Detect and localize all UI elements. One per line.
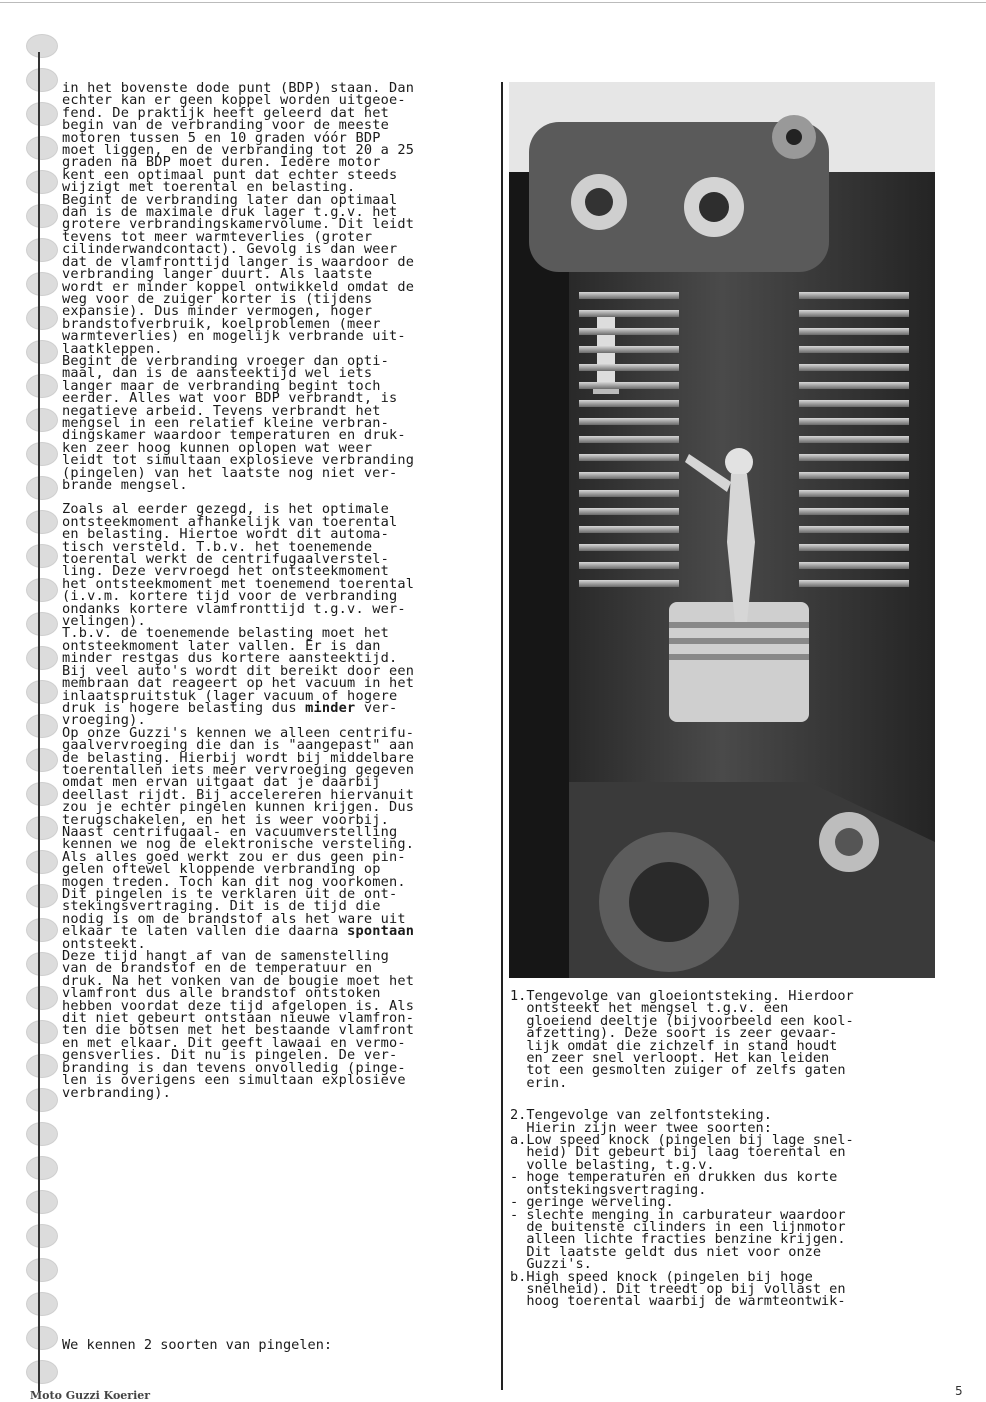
- text-line: minder restgas dus kortere aansteektijd.: [62, 650, 398, 667]
- closing-sentence: We kennen 2 soorten van pingelen:: [62, 1337, 333, 1353]
- text-line: - geringe werveling.: [510, 1194, 674, 1211]
- text-line: de belasting. Hierbij wordt bij middelbare: [62, 749, 415, 766]
- text-line: snelheid). Dit treedt op bij vollast en: [510, 1280, 846, 1297]
- numbered-item-self-ignition: [510, 1109, 942, 1308]
- cooling-fin: [799, 292, 909, 299]
- text-line: negatieve arbeid. Tevens verbrandt het: [62, 402, 381, 419]
- binding-ring: [26, 102, 58, 126]
- cooling-fin: [579, 472, 679, 479]
- text-line: heid) Dit gebeurt bij laag toerental en: [510, 1144, 846, 1161]
- text-line: wijzigt met toerental en belasting.: [62, 179, 356, 196]
- text-line: 2.Tengevolge van zelfontsteking.: [510, 1107, 772, 1124]
- binding-ring: [26, 714, 58, 738]
- text-line: Guzzi's.: [510, 1256, 592, 1273]
- binding-ring: [26, 816, 58, 840]
- text-line: moet liggen, en de verbranding tot 20 a 25: [62, 142, 415, 159]
- text-line: nodig is om de brandstof als het ware uit: [62, 910, 406, 927]
- text-line: brandstofverbruik, koelproblemen (meer: [62, 315, 381, 332]
- cooling-fin: [579, 292, 679, 299]
- binding-ring: [26, 204, 58, 228]
- cooling-fin: [579, 328, 679, 335]
- text-line: toerentallen iets meer vervroeging gegeven: [62, 761, 415, 778]
- text-line: de buitenste cilinders in een lijnmotor: [510, 1218, 846, 1235]
- text-line: Op onze Guzzi's kennen we alleen centrifu-: [62, 724, 415, 741]
- binding-ring: [26, 306, 58, 330]
- text-line: druk. Na het vonken van de bougie moet het: [62, 972, 415, 989]
- cooling-fin: [799, 310, 909, 317]
- cooling-fin: [799, 562, 909, 569]
- text-line: deellast rijdt. Bij accelereren hiervanuit: [62, 786, 415, 803]
- cooling-fin: [579, 382, 679, 389]
- text-line: - hoge temperaturen en drukken dus korte: [510, 1169, 838, 1186]
- cooling-fin: [579, 562, 679, 569]
- text-line: tevens tot meer warmteverlies (groter: [62, 228, 373, 245]
- binding-ring: [26, 952, 58, 976]
- text-line: T.b.v. de toenemende belasting moet het: [62, 625, 389, 642]
- text-line: ontsteekt het mengsel t.g.v. een: [510, 1000, 789, 1017]
- cooling-fin: [799, 418, 909, 425]
- text-line: dan is de maximale druk lager t.g.v. het: [62, 204, 398, 221]
- text-line: fend. De praktijk heeft geleerd dat het: [62, 104, 389, 121]
- engine-cutaway-photo: [509, 82, 935, 978]
- text-line: ten die botsen met het bestaande vlamfront: [62, 1022, 415, 1039]
- cooling-fin: [799, 364, 909, 371]
- text-line: motoren tussen 5 en 10 graden vóór BDP: [62, 129, 381, 146]
- binding-ring: [26, 1054, 58, 1078]
- binding-ring: [26, 1360, 58, 1384]
- text-line: en belasting. Hiertoe wordt dit automa-: [62, 526, 389, 543]
- cooling-fin: [579, 508, 679, 515]
- binding-ring: [26, 476, 58, 500]
- text-line: Zoals al eerder gezegd, is het optimale: [62, 501, 389, 518]
- binding-ring: [26, 374, 58, 398]
- text-line: weg voor de zuiger korter is (tijdens: [62, 290, 373, 307]
- text-line: leidt tot simultaan explosieve verbranding: [62, 452, 415, 469]
- cooling-fin: [799, 580, 909, 587]
- binding-ring: [26, 1156, 58, 1180]
- cooling-fin: [579, 346, 679, 353]
- text-line: langer maar de verbranding begint toch: [62, 377, 381, 394]
- text-line: (i.v.m. kortere tijd voor de verbranding: [62, 588, 398, 605]
- text-line: laatkleppen.: [62, 340, 163, 357]
- text-line: expansie). Dus minder vermogen, hoger: [62, 303, 373, 320]
- binding-ring: [26, 1292, 58, 1316]
- binding-ring: [26, 68, 58, 92]
- text-line: branding is dan tevens onvolledig (pinge-: [62, 1059, 406, 1076]
- text-line: verbranding).: [62, 1084, 171, 1101]
- text-line: het ontsteekmoment met toenemend toerental: [62, 575, 415, 592]
- text-line: graden na BDP moet duren. Iedere motor: [62, 154, 381, 171]
- text-line: dingskamer waardoor temperaturen en druk-: [62, 427, 406, 444]
- text-line: Hierin zijn weer twee soorten:: [510, 1119, 772, 1136]
- binding-ring: [26, 782, 58, 806]
- binding-ring: [26, 408, 58, 432]
- binding-ring: [26, 340, 58, 364]
- cooling-fin: [799, 400, 909, 407]
- binding-ring: [26, 884, 58, 908]
- text-line: vroeging).: [62, 712, 146, 729]
- cooling-fin: [799, 472, 909, 479]
- right-text-column: [510, 990, 942, 1308]
- cooling-fin: [799, 382, 909, 389]
- cooling-fin: [799, 544, 909, 551]
- text-line: eerder. Alles wat voor BDP verbrandt, is: [62, 390, 398, 407]
- cooling-fin: [579, 436, 679, 443]
- text-line: mogen treden. Toch kan dit nog voorkomen.: [62, 873, 406, 890]
- text-line: membraan dat reageert op het vacuum in het: [62, 675, 415, 692]
- cooling-fin: [579, 400, 679, 407]
- column-divider: [501, 82, 503, 1390]
- text-line: a.Low speed knock (pingelen bij lage snel-: [510, 1132, 854, 1149]
- text-line: warmteverlies) en mogelijk verbrande uit-: [62, 328, 406, 345]
- binding-ring: [26, 986, 58, 1010]
- binding-ring: [26, 646, 58, 670]
- text-line: Dit pingelen is te verklaren uit de ont-: [62, 886, 398, 902]
- binding-ring: [26, 1020, 58, 1044]
- binding-ring: [26, 680, 58, 704]
- cooling-fin: [579, 418, 679, 425]
- text-line: ontstekingsvertraging.: [510, 1181, 707, 1198]
- binding-ring: [26, 578, 58, 602]
- text-line: - slechte menging in carburateur waardoor: [510, 1206, 846, 1223]
- text-line: ken zeer hoog kunnen oplopen wat weer: [62, 439, 373, 456]
- text-line: dat de vlamfronttijd langer is waardoor de: [62, 253, 415, 270]
- text-line: dit niet gebeurt ontstaan nieuwe vlamfron-: [62, 1010, 415, 1027]
- text-line: elkaar te laten vallen die daarna spontaan: [62, 923, 415, 940]
- binding-ring: [26, 1258, 58, 1282]
- binding-ring: [26, 1088, 58, 1112]
- text-line: ondanks kortere vlamfronttijd t.g.v. wer-: [62, 600, 406, 617]
- text-line: echter kan er geen koppel worden uitgeoe-: [62, 92, 406, 109]
- binding-ring: [26, 850, 58, 874]
- text-line: zou je echter pingelen kunnen krijgen. Dus: [62, 799, 415, 816]
- left-text-column: [62, 82, 494, 1099]
- binding-ring: [26, 442, 58, 466]
- text-line: hoog toerental waarbij de warmteontwik-: [510, 1293, 846, 1310]
- binding-ring: [26, 1224, 58, 1248]
- top-rule: [0, 2, 986, 3]
- text-line: kent een optimaal punt dat echter steeds: [62, 166, 398, 183]
- text-line: b.High speed knock (pingelen bij hoge: [510, 1268, 813, 1285]
- text-line: brande mengsel.: [62, 477, 188, 493]
- text-line: omdat men ervan uitgaat dat je daarbij: [62, 774, 381, 791]
- text-line: ontsteekmoment afhankelijk van toerental: [62, 513, 398, 530]
- binding-ring: [26, 238, 58, 262]
- text-line: hebben voordat deze tijd afgelopen is. Als: [62, 997, 415, 1014]
- text-line: ontsteekt.: [62, 935, 146, 952]
- binding-ring: [26, 1326, 58, 1350]
- text-line: Dit laatste geldt dus niet voor onze: [510, 1243, 821, 1260]
- text-line: alleen lichte fracties benzine krijgen.: [510, 1231, 846, 1248]
- text-line: gelen oftewel kloppende verbranding op: [62, 861, 381, 878]
- binding-margin-line: [38, 52, 40, 1392]
- text-line: volle belasting, t.g.v.: [510, 1156, 715, 1173]
- cooling-fin: [579, 490, 679, 497]
- text-line: tot een gesmolten zuiger of zelfs gaten: [510, 1062, 846, 1079]
- binding-ring: [26, 510, 58, 534]
- binding-ring: [26, 1190, 58, 1214]
- binding-ring: [26, 136, 58, 160]
- cooling-fin: [579, 580, 679, 587]
- text-line: len is overigens een simultaan explosieve: [62, 1072, 406, 1089]
- binding-ring: [26, 918, 58, 942]
- text-line: druk is hogere belasting dus minder ver-: [62, 699, 398, 716]
- text-line: gloeiend deeltje (bijvoorbeeld een kool-: [510, 1012, 854, 1029]
- text-line: Als alles goed werkt zou er dus geen pin-: [62, 848, 406, 865]
- engine-illustration: [509, 82, 935, 978]
- text-line: gensverlies. Dit nu is pingelen. De ver-: [62, 1047, 398, 1064]
- text-line: van de brandstof en de temperatuur en: [62, 960, 373, 977]
- text-line: velingen).: [62, 613, 146, 630]
- text-line: Naast centrifugaal- en vacuumverstelling: [62, 823, 398, 840]
- text-line: 1.Tengevolge van gloeiontsteking. Hierdoor: [510, 988, 854, 1004]
- binding-ring: [26, 170, 58, 194]
- text-line: mengsel in een relatief kleine verbran-: [62, 414, 389, 431]
- text-line: inlaatspruitstuk (lager vacuum of hogere: [62, 687, 398, 704]
- cooling-fin: [579, 454, 679, 461]
- cooling-fin: [799, 526, 909, 533]
- binding-ring: [26, 1122, 58, 1146]
- binding-ring: [26, 544, 58, 568]
- text-line: begin van de verbranding voor de meeste: [62, 117, 389, 134]
- text-line: gaalvervroeging die dan is "aangepast" aan: [62, 737, 415, 754]
- numbered-item-glow-ignition: [510, 990, 942, 1089]
- text-line: tisch versteld. T.b.v. het toenemende: [62, 538, 373, 555]
- text-line: ling. Deze vervroegd het ontsteekmoment: [62, 563, 389, 580]
- text-line: maal, dan is de aansteektijd wel iets: [62, 365, 373, 382]
- text-line: Deze tijd hangt af van de samenstelling: [62, 948, 389, 965]
- text-line: Begint de verbranding vroeger dan opti-: [62, 352, 389, 369]
- text-line: toerental werkt de centrifugaalverstel-: [62, 551, 389, 568]
- text-line: Begint de verbranding later dan optimaal: [62, 191, 398, 208]
- cooling-fin: [579, 544, 679, 551]
- cooling-fin: [799, 490, 909, 497]
- text-line: lijk omdat die zichzelf in stand houdt: [510, 1037, 838, 1054]
- cooling-fin: [579, 526, 679, 533]
- text-line: wordt er minder koppel ontwikkeld omdat de: [62, 278, 415, 295]
- text-line: cilinderwandcontact). Gevolg is dan weer: [62, 241, 398, 258]
- binding-ring: [26, 272, 58, 296]
- text-line: vlamfront dus alle brandstof ontstoken: [62, 985, 381, 1002]
- cooling-fin: [579, 310, 679, 317]
- binding-ring: [26, 612, 58, 636]
- binding-ring: [26, 34, 58, 58]
- binding-ring: [26, 748, 58, 772]
- text-line: en met elkaar. Dit geeft lawaai en vermo-: [62, 1034, 406, 1051]
- cooling-fin: [579, 364, 679, 371]
- text-line: (pingelen) van het laatste nog niet ver-: [62, 464, 398, 481]
- text-line: stekingsvertraging. Dit is de tijd die: [62, 898, 381, 915]
- text-line: afzetting). Deze soort is zeer gevaar-: [510, 1025, 838, 1042]
- magazine-footer: Moto Guzzi Koerier: [30, 1389, 151, 1402]
- text-line: erin.: [510, 1074, 568, 1091]
- text-line: Bij veel auto's wordt dit bereikt door een: [62, 662, 415, 679]
- text-line: grotere verbrandingskamervolume. Dit leidt: [62, 216, 415, 233]
- text-line: kennen we nog de elektronische versteling.: [62, 836, 415, 853]
- cooling-fin: [799, 436, 909, 443]
- cooling-fin: [799, 454, 909, 461]
- text-line: verbranding langer duurt. Als laatste: [62, 266, 373, 283]
- text-line: en zeer snel verloopt. Het kan leiden: [510, 1050, 830, 1067]
- text-line: ontsteekmoment later vallen. Er is dan: [62, 637, 381, 654]
- page-number: 5: [955, 1384, 963, 1398]
- text-line: terugschakelen, en het is weer voorbij.: [62, 811, 389, 828]
- text-line: in het bovenste dode punt (BDP) staan. Dan: [62, 80, 415, 96]
- cooling-fin: [799, 346, 909, 353]
- cooling-fin: [799, 328, 909, 335]
- cooling-fin: [799, 508, 909, 515]
